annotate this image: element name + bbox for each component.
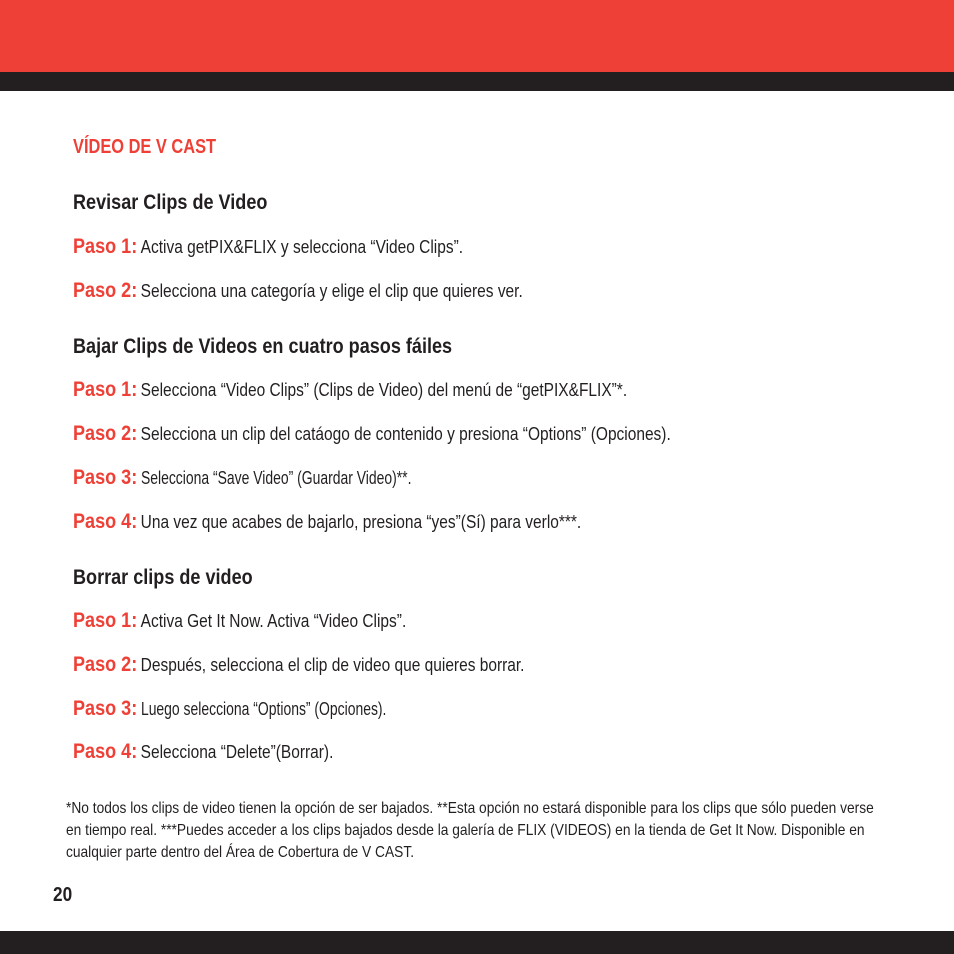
heading-borrar-clips: Borrar clips de video (73, 566, 253, 589)
step-bajar-3 (73, 466, 441, 490)
page-number: 20 (53, 884, 73, 906)
step-text: Selecciona una categoría y elige el clip que quieres ver. (140, 281, 523, 301)
step-label: Paso 2: (73, 653, 138, 676)
step-label: Paso 3: (73, 466, 138, 489)
step-borrar-4 (73, 740, 333, 764)
header-red-band (0, 0, 954, 72)
step-label: Paso 1: (73, 235, 138, 258)
step-text: Activa getPIX&FLIX y selecciona “Video Clips”. (140, 237, 464, 257)
step-text: Luego selecciona “Options” (Opciones). (140, 699, 387, 719)
step-bajar-1 (73, 378, 627, 402)
step-borrar-2 (73, 653, 524, 677)
step-text: Activa Get It Now. Activa “Video Clips”. (140, 611, 407, 631)
step-text: Selecciona un clip del catáogo de contenido y presiona “Options” (Opciones). (140, 424, 671, 444)
step-text: Selecciona “Delete”(Borrar). (140, 742, 334, 762)
footnote: *No todos los clips de video tienen la opción de ser bajados. **Esta opción no estará disponible para los clips que sólo pueden verse en tiempo real. ***Puedes acceder a los clips bajados desde la galería de FLIX (VIDEOS) en la tienda de Get It Now. Disponible en cualquier parte dentro del Área de Cobertura de V CAST. (66, 800, 874, 861)
step-label: Paso 1: (73, 378, 138, 401)
step-text: Después, selecciona el clip de video que quieres borrar. (140, 655, 525, 675)
step-bajar-4 (73, 510, 581, 534)
step-label: Paso 4: (73, 510, 138, 533)
step-label: Paso 1: (73, 609, 138, 632)
step-borrar-3 (73, 697, 413, 721)
footer-dark-bar (0, 931, 954, 954)
heading-revisar-clips: Revisar Clips de Video (73, 191, 268, 214)
step-label: Paso 2: (73, 422, 138, 445)
step-label: Paso 3: (73, 697, 138, 720)
step-label: Paso 2: (73, 279, 138, 302)
step-label: Paso 4: (73, 740, 138, 763)
heading-bajar-clips: Bajar Clips de Videos en cuatro pasos fáiles (73, 335, 453, 358)
header-dark-bar (0, 72, 954, 91)
step-text: Selecciona “Save Video” (Guardar Video)**. (140, 468, 412, 488)
step-revisar-1 (73, 235, 463, 259)
step-text: Una vez que acabes de bajarlo, presiona “yes”(Sí) para verlo***. (140, 512, 582, 532)
step-borrar-1 (73, 609, 406, 633)
section-title: VÍDEO DE V CAST (73, 136, 217, 158)
step-text: Selecciona “Video Clips” (Clips de Video) del menú de “getPIX&FLIX”*. (140, 380, 628, 400)
step-bajar-2 (73, 422, 671, 446)
step-revisar-2 (73, 279, 523, 303)
